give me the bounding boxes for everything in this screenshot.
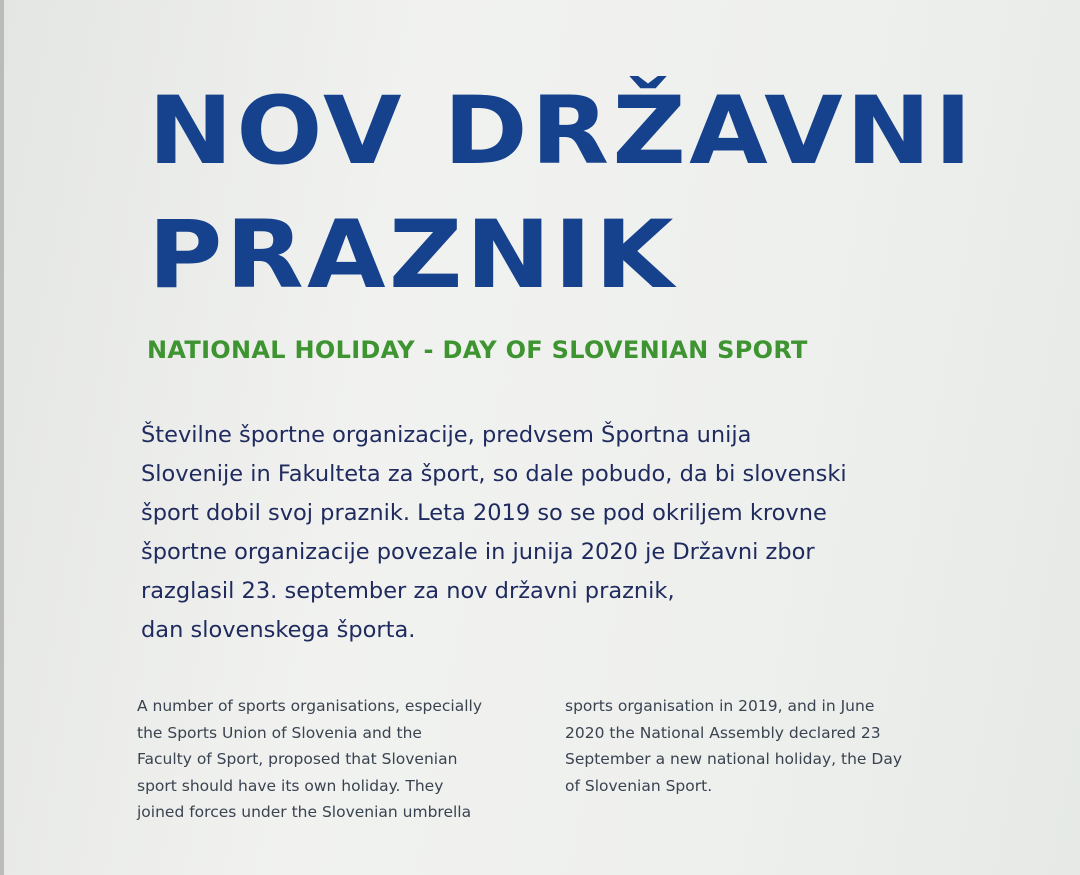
english-paragraph-left [137, 693, 482, 826]
english-left-line-5: joined forces under the Slovenian umbrella [137, 803, 472, 821]
slovenian-line-2: Slovenije in Fakulteta za šport, so dale pobudo, da bi slovenski [141, 461, 847, 487]
english-left-line-2: the Sports Union of Slovenia and the [137, 723, 422, 742]
slovenian-line-1: Številne športne organizacije, predvsem Športna unija [141, 422, 752, 448]
english-left-line-4: sport should have its own holiday. They [137, 776, 444, 795]
title-line-2: PRAZNIK [148, 201, 677, 310]
board-edge [0, 0, 4, 875]
slovenian-paragraph [141, 416, 961, 650]
english-right-line-3: September a new national holiday, the Day [565, 750, 902, 768]
english-right-line-1: sports organisation in 2019, and in June [565, 697, 875, 715]
slovenian-line-3: šport dobil svoj praznik. Leta 2019 so se pod okriljem krovne [141, 500, 827, 526]
slovenian-line-6: dan slovenskega športa. [141, 617, 416, 643]
english-right-line-2: 2020 the National Assembly declared 23 [565, 723, 881, 742]
slovenian-line-4: športne organizacije povezale in junija 2020 je Državni zbor [141, 539, 815, 565]
english-left-line-1: A number of sports organisations, especially [137, 697, 483, 715]
english-right-line-4: of Slovenian Sport. [565, 776, 713, 795]
english-paragraph-right [565, 693, 902, 799]
title-line-1: NOV DRŽAVNI [148, 77, 976, 186]
poster-subtitle: NATIONAL HOLIDAY - DAY OF SLOVENIAN SPORT [147, 336, 808, 364]
poster-title [148, 70, 975, 318]
slovenian-line-5: razglasil 23. september za nov državni praznik, [141, 578, 675, 604]
english-left-line-3: Faculty of Sport, proposed that Slovenian [137, 750, 458, 768]
